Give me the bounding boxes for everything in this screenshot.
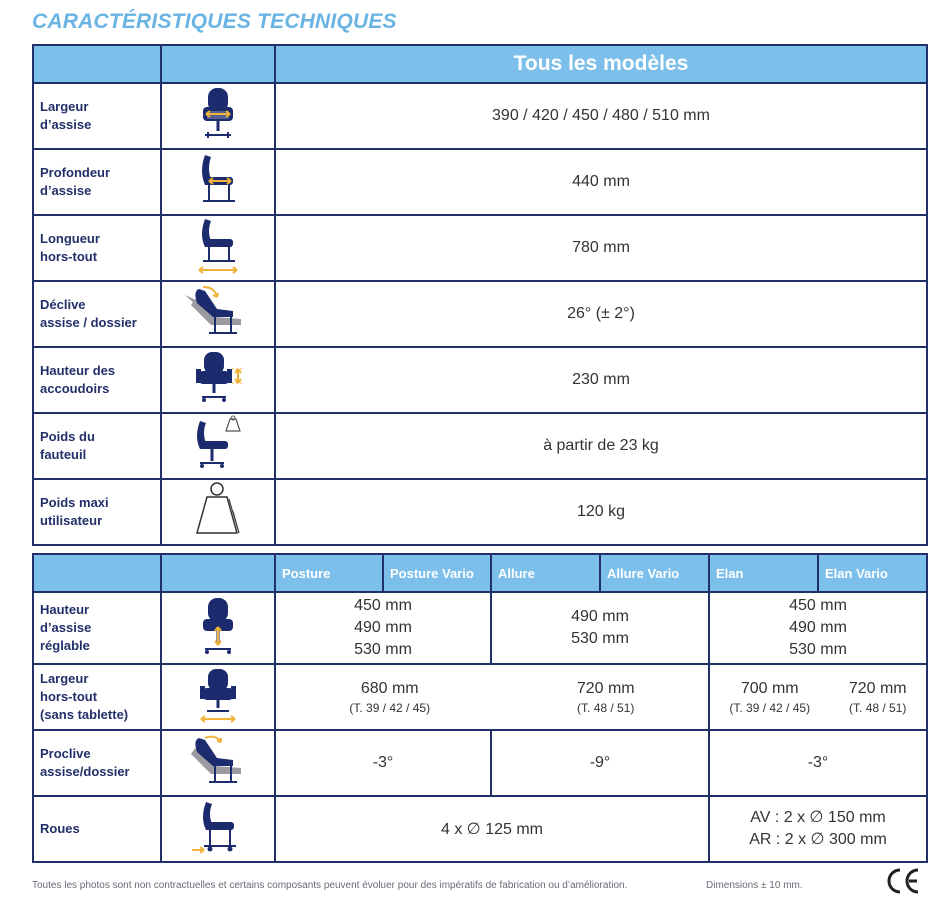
header-allure: Allure [491,554,600,592]
chair-weight-icon [161,413,275,479]
table-row [33,479,927,545]
page-title: CARACTÉRISTIQUES TECHNIQUES [32,10,397,33]
header-posture-vario: Posture Vario [383,554,491,592]
table-row [33,281,927,347]
wheels-icon [161,796,275,862]
overall-width-icon [161,664,275,730]
row-label: Largeur hors-tout (sans tablette) [33,664,161,730]
row-label: Poids maxi utilisateur [33,479,161,545]
seat-height-elan: 450 mm 490 mm 530 mm [709,592,927,664]
armrest-height-value: 230 mm [275,347,927,413]
header-posture: Posture [275,554,383,592]
chair-weight-value: à partir de 23 kg [275,413,927,479]
row-label: Roues [33,796,161,862]
footer-disclaimer: Toutes les photos sont non contractuelles et certains composants peuvent évoluer pour des impératifs de fabrication ou d’amélioration. [32,880,628,891]
overall-length-icon [161,215,275,281]
proclive-posture: -3° [275,730,491,796]
row-label: Hauteur des accoudoirs [33,347,161,413]
wheels-posture-allure: 4 x ∅ 125 mm [275,796,709,862]
ce-mark-icon [884,866,924,896]
header-all-models: Tous les modèles [275,45,927,83]
seat-width-icon [161,83,275,149]
user-weight-value: 120 kg [275,479,927,545]
seat-depth-value: 440 mm [275,149,927,215]
footer-dimensions: Dimensions ± 10 mm. [706,880,803,891]
specs-table-all-models [32,44,928,546]
header-empty-icon [161,554,275,592]
row-label: Proclive assise/dossier [33,730,161,796]
seat-width-value: 390 / 420 / 450 / 480 / 510 mm [275,83,927,149]
proclive-elan: -3° [709,730,927,796]
armrest-height-icon [161,347,275,413]
overall-length-value: 780 mm [275,215,927,281]
table-row [33,664,927,730]
table-row [33,796,927,862]
header-allure-vario: Allure Vario [600,554,709,592]
proclive-icon [161,730,275,796]
seat-height-icon [161,592,275,664]
overall-width-posture-allure: 680 mm (T. 39 / 42 / 45) 720 mm (T. 48 / 51) [275,664,709,730]
table-row [33,592,927,664]
user-weight-icon [161,479,275,545]
proclive-allure: -9° [491,730,709,796]
row-label: Longueur hors-tout [33,215,161,281]
row-label: Profondeur d’assise [33,149,161,215]
header-elan: Elan [709,554,818,592]
table-row [33,83,927,149]
table-row [33,347,927,413]
tilt-icon [161,281,275,347]
table-row [33,215,927,281]
table-row [33,149,927,215]
specs-table-per-model [32,553,928,863]
header-empty-label [33,554,161,592]
tilt-value: 26° (± 2°) [275,281,927,347]
header-elan-vario: Elan Vario [818,554,927,592]
wheels-elan: AV : 2 x ∅ 150 mm AR : 2 x ∅ 300 mm [709,796,927,862]
seat-height-allure: 490 mm 530 mm [491,592,709,664]
row-label: Déclive assise / dossier [33,281,161,347]
table-row [33,730,927,796]
header-empty-label [33,45,161,83]
seat-height-posture: 450 mm 490 mm 530 mm [275,592,491,664]
row-label: Largeur d’assise [33,83,161,149]
seat-depth-icon [161,149,275,215]
table-row [33,413,927,479]
row-label: Hauteur d’assise réglable [33,592,161,664]
overall-width-elan: 700 mm (T. 39 / 42 / 45) 720 mm (T. 48 / 51) [709,664,927,730]
header-empty-icon [161,45,275,83]
row-label: Poids du fauteuil [33,413,161,479]
